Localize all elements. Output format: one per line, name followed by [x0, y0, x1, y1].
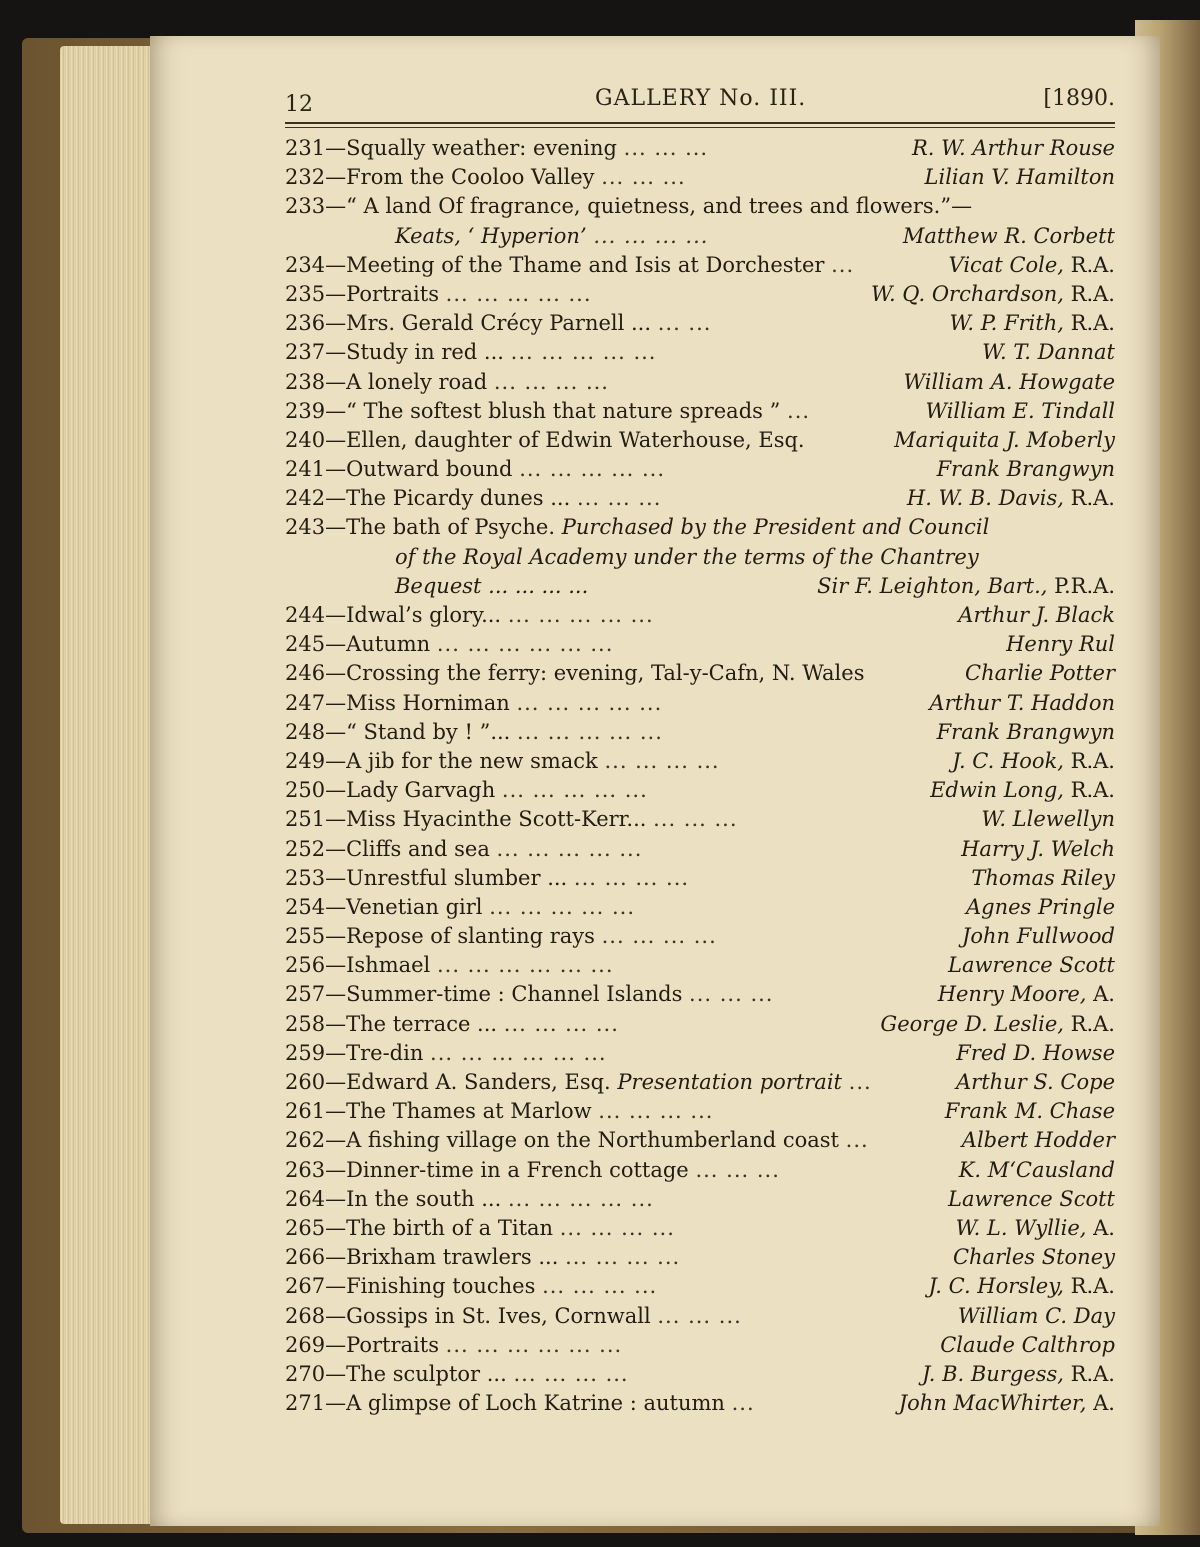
entry-text: 255—Repose of slanting rays ... ... ... ... — [285, 924, 717, 949]
entry-number: 231 — [285, 136, 326, 160]
entry-title: Venetian girl — [346, 894, 483, 919]
catalogue-entry — [285, 513, 1115, 601]
entry-text: 234—Meeting of the Thame and Isis at Dorchester ... — [285, 252, 855, 277]
entry-title: Outward bound — [346, 457, 513, 482]
entry-artist: George D. Leslie, R.A. — [880, 1011, 1115, 1036]
entry-artist: Claude Calthrop — [940, 1332, 1115, 1357]
entry-number: 247 — [285, 690, 326, 715]
entry-text: 253—Unrestful slumber ... ... ... ... ... — [285, 865, 690, 890]
entry-text: 246—Crossing the ferry: evening, Tal-y-Cafn, N. Wales — [285, 661, 865, 686]
leader-dots: ... ... — [657, 311, 712, 336]
entry-text: 251—Miss Hyacinthe Scott-Kerr... ... ... ... — [285, 807, 738, 832]
leader-dots: ... ... ... ... — [513, 1361, 629, 1386]
entry-number: 244 — [285, 603, 326, 627]
leader-dots: ... ... ... — [653, 807, 738, 832]
header-rule — [285, 122, 1115, 124]
leader-dots: ... ... ... ... ... — [496, 836, 643, 861]
entry-number: 237 — [285, 340, 326, 365]
entry-artist: Arthur S. Cope — [956, 1070, 1115, 1094]
catalogue-entry — [285, 1272, 1115, 1301]
entry-text: 244—Idwal’s glory... ... ... ... ... ... — [285, 603, 654, 627]
entry-artist: Arthur J. Black — [958, 603, 1115, 627]
catalogue-entry — [285, 455, 1115, 484]
catalogue-entry — [285, 309, 1115, 338]
continuation-text: Bequest ... ... ... ... — [395, 573, 589, 598]
catalogue-entry — [285, 893, 1115, 922]
entry-title: Miss Hyacinthe Scott-Kerr... — [346, 807, 647, 832]
catalogue-entry — [285, 1097, 1115, 1126]
entry-number: 246 — [285, 661, 326, 686]
entry-artist: Albert Hodder — [961, 1128, 1115, 1153]
entry-artist: J. B. Burgess, R.A. — [921, 1361, 1115, 1386]
entry-artist: Vicat Cole, R.A. — [948, 252, 1115, 277]
catalogue-entry — [285, 1389, 1115, 1418]
entry-text: 242—The Picardy dunes ... ... ... ... — [285, 486, 662, 511]
entry-artist: J. C. Horsley, R.A. — [928, 1274, 1115, 1299]
catalogue-entry — [285, 1214, 1115, 1243]
entry-title: A fishing village on the Northumberland coast — [346, 1128, 839, 1153]
entry-text: 235—Portraits ... ... ... ... ... — [285, 281, 592, 306]
entry-title: Dinner-time in a French cottage — [346, 1157, 689, 1182]
entry-text: 231—Squally weather: evening ... ... ... — [285, 136, 709, 160]
entry-title: A lonely road — [346, 369, 488, 394]
entry-artist: Arthur T. Haddon — [929, 690, 1115, 715]
entry-title: Unrestful slumber ... — [346, 865, 568, 890]
leader-dots: ... ... ... — [623, 136, 709, 160]
entry-artist: W. P. Frith, R.A. — [949, 311, 1115, 336]
leader-dots: ... ... ... ... ... — [507, 603, 654, 627]
entry-number: 249 — [285, 748, 326, 773]
entry-title-note: Presentation portrait — [610, 1070, 842, 1094]
entry-number: 263 — [285, 1157, 326, 1182]
entry-title: The terrace ... — [346, 1011, 498, 1036]
catalogue-entry — [285, 251, 1115, 280]
entry-title: Portraits — [346, 281, 439, 306]
entry-artist: Lawrence Scott — [948, 1186, 1115, 1211]
entry-title: “ A land Of fragrance, quietness, and trees and flowers.”— — [346, 194, 973, 219]
entry-number: 271 — [285, 1391, 326, 1416]
entry-title: Portraits — [346, 1332, 439, 1357]
artist-honour: R.A. — [1063, 311, 1115, 336]
entry-title: The bath of Psyche. — [346, 515, 556, 540]
catalogue-entry — [285, 776, 1115, 805]
entry-artist: Thomas Riley — [971, 865, 1115, 890]
entry-text: 264—In the south ... ... ... ... ... ... — [285, 1186, 654, 1211]
entry-title: Meeting of the Thame and Isis at Dorchester — [346, 252, 825, 277]
entry-number: 248 — [285, 719, 326, 744]
entry-artist: Charlie Potter — [965, 661, 1115, 686]
leader-dots: ... ... ... — [689, 982, 774, 1007]
catalogue-entry — [285, 1185, 1115, 1214]
entry-text: 270—The sculptor ... ... ... ... ... — [285, 1361, 629, 1386]
entry-artist: Edwin Long, R.A. — [930, 778, 1115, 803]
entry-artist: Henry Moore, A. — [937, 982, 1115, 1007]
leader-dots: ... ... ... ... ... ... — [445, 1332, 623, 1357]
entry-number: 233 — [285, 194, 326, 219]
catalogue-entry — [285, 368, 1115, 397]
entry-number: 232 — [285, 165, 326, 190]
entry-number: 250 — [285, 778, 326, 803]
leader-dots: ... — [845, 1128, 869, 1153]
entry-number: 234 — [285, 252, 326, 277]
entry-artist: John Fullwood — [961, 924, 1115, 949]
entry-title: The Thames at Marlow — [346, 1099, 592, 1124]
entry-title-note: Purchased by the President and Council — [555, 515, 990, 540]
leader-dots: ... ... ... — [576, 486, 662, 511]
leader-dots: ... ... ... ... ... — [445, 281, 592, 306]
entry-artist: Agnes Pringle — [965, 894, 1115, 919]
entry-number: 245 — [285, 632, 326, 657]
entry-number: 259 — [285, 1040, 326, 1065]
leader-dots: ... ... ... ... — [601, 924, 717, 949]
leader-dots: ... ... ... ... ... — [510, 340, 657, 365]
entry-artist: R. W. Arthur Rouse — [911, 136, 1115, 160]
entry-text: 236—Mrs. Gerald Crécy Parnell ... ... ... — [285, 311, 712, 336]
catalogue-entry — [285, 1331, 1115, 1360]
entry-title: “ Stand by ! ”... — [346, 719, 511, 744]
catalogue-entry — [285, 1010, 1115, 1039]
leader-dots: ... ... ... ... ... — [501, 778, 648, 803]
catalogue-entry — [285, 689, 1115, 718]
artist-honour: R.A. — [1063, 486, 1115, 511]
catalogue-entry — [285, 718, 1115, 747]
entry-text: 265—The birth of a Titan ... ... ... ... — [285, 1215, 675, 1240]
entry-artist: Henry Rul — [1006, 632, 1115, 657]
entry-text: 248—“ Stand by ! ”... ... ... ... ... ... — [285, 719, 663, 744]
catalogue-entry — [285, 192, 1115, 250]
entry-number: 255 — [285, 924, 326, 949]
entry-text: 241—Outward bound ... ... ... ... ... — [285, 457, 666, 482]
entry-text: 257—Summer-time : Channel Islands ... ... ... — [285, 982, 774, 1007]
catalogue-entry — [285, 805, 1115, 834]
entry-title: Crossing the ferry: evening, Tal-y-Cafn, N. Wales — [346, 661, 865, 686]
entry-artist: William C. Day — [957, 1303, 1115, 1328]
entry-number: 256 — [285, 953, 326, 978]
catalogue-entry — [285, 1360, 1115, 1389]
entry-number: 261 — [285, 1099, 326, 1124]
entry-title: Ellen, daughter of Edwin Waterhouse, Esq. — [346, 427, 805, 452]
leader-dots: ... ... ... ... — [565, 1245, 681, 1270]
leader-dots: ... ... ... — [695, 1157, 780, 1182]
catalogue-entry — [285, 484, 1115, 513]
entry-title: Squally weather: evening — [346, 136, 617, 160]
entry-artist: William A. Howgate — [903, 369, 1115, 394]
entry-artist: W. Q. Orchardson, R.A. — [871, 281, 1115, 306]
entry-artist: Frank M. Chase — [944, 1099, 1115, 1124]
leader-dots: ... ... ... ... ... — [517, 719, 663, 744]
entry-artist: W. L. Wyllie, A. — [955, 1215, 1115, 1240]
entry-text: 249—A jib for the new smack ... ... ... ... — [285, 748, 720, 773]
entry-continuation — [395, 543, 979, 572]
leader-dots: ... ... ... ... — [598, 1099, 714, 1124]
entry-artist: Charles Stoney — [952, 1245, 1115, 1270]
entry-title: In the south ... — [346, 1186, 502, 1211]
entry-title: Edward A. Sanders, Esq. — [346, 1070, 611, 1094]
entry-title: Lady Garvagh — [346, 778, 496, 803]
entry-number: 239 — [285, 398, 326, 423]
entry-artist: Mariquita J. Moberly — [894, 427, 1115, 452]
page-header — [285, 84, 1115, 124]
entry-artist: W. Llewellyn — [981, 807, 1115, 832]
entry-text: 267—Finishing touches ... ... ... ... — [285, 1274, 658, 1299]
artist-honour: R.A. — [1063, 281, 1115, 306]
entry-title: Study in red ... — [346, 340, 504, 365]
entry-number: 252 — [285, 836, 326, 861]
entry-text: 245—Autumn ... ... ... ... ... ... — [285, 632, 614, 657]
catalogue-entry — [285, 163, 1115, 192]
gallery-title: GALLERY No. III. — [595, 86, 807, 111]
leader-dots: ... ... ... ... — [503, 1011, 619, 1036]
entry-artist: Harry J. Welch — [961, 836, 1115, 861]
artist-honour: R.A. — [1063, 748, 1115, 773]
entry-title: Brixham trawlers ... — [346, 1245, 559, 1270]
entry-number: 257 — [285, 982, 326, 1007]
entry-text: 239—“ The softest blush that nature spreads ” ... — [285, 398, 811, 423]
entry-text: 268—Gossips in St. Ives, Cornwall ... ... ... — [285, 1303, 742, 1328]
page-number: 12 — [285, 92, 313, 117]
artist-honour: A. — [1086, 982, 1115, 1007]
entry-title: Finishing touches — [346, 1274, 536, 1299]
entry-text: 254—Venetian girl ... ... ... ... ... — [285, 894, 636, 919]
artist-honour: R.A. — [1063, 778, 1115, 803]
leader-dots: ... ... ... ... ... ... — [436, 632, 614, 657]
leader-dots: ... ... ... ... — [593, 223, 709, 248]
leader-dots: ... ... ... ... ... — [489, 894, 636, 919]
leader-dots: ... ... ... — [657, 1303, 742, 1328]
entry-artist: J. C. Hook, R.A. — [952, 748, 1115, 773]
leader-dots: ... ... ... ... — [559, 1215, 675, 1240]
catalogue-entry — [285, 630, 1115, 659]
catalogue-entry — [285, 835, 1115, 864]
entry-number: 243 — [285, 515, 326, 540]
catalogue-entry — [285, 601, 1115, 630]
leader-dots: ... — [731, 1391, 755, 1416]
leader-dots: ... ... ... ... — [604, 748, 720, 773]
leader-dots: ... ... ... ... ... ... — [430, 1040, 607, 1065]
catalogue-entry — [285, 864, 1115, 893]
artist-honour: A. — [1086, 1391, 1115, 1416]
catalogue-entry — [285, 1126, 1115, 1155]
entry-title: Repose of slanting rays — [346, 924, 595, 949]
leader-dots: ... ... ... ... — [493, 369, 609, 394]
catalogue-entry — [285, 922, 1115, 951]
entry-text: 266—Brixham trawlers ... ... ... ... ... — [285, 1245, 681, 1270]
entry-text: 232—From the Cooloo Valley ... ... ... — [285, 165, 686, 190]
leader-dots: ... ... ... ... ... — [516, 690, 663, 715]
entry-number: 267 — [285, 1274, 326, 1299]
entry-number: 265 — [285, 1215, 326, 1240]
artist-honour: A. — [1086, 1215, 1115, 1240]
entry-text: 259—Tre-din ... ... ... ... ... ... — [285, 1040, 607, 1065]
catalogue-entries — [285, 134, 1115, 1418]
entry-artist: K. M‘Causland — [958, 1157, 1115, 1182]
entry-title: A jib for the new smack — [346, 748, 598, 773]
catalogue-entry — [285, 280, 1115, 309]
entry-artist: Lawrence Scott — [948, 953, 1115, 978]
entry-artist: W. T. Dannat — [982, 340, 1115, 365]
entry-title: Cliffs and sea — [346, 836, 490, 861]
entry-number: 254 — [285, 894, 326, 919]
entry-title: Miss Horniman — [346, 690, 510, 715]
catalogue-entry — [285, 980, 1115, 1009]
entry-text: 247—Miss Horniman ... ... ... ... ... — [285, 690, 663, 715]
entry-artist: Frank Brangwyn — [936, 719, 1115, 744]
entry-number: 266 — [285, 1245, 326, 1270]
entry-text: 271—A glimpse of Loch Katrine : autumn ... — [285, 1391, 755, 1416]
catalogue-entry — [285, 397, 1115, 426]
artist-honour: R.A. — [1063, 1361, 1115, 1386]
entry-title: A glimpse of Loch Katrine : autumn — [346, 1391, 725, 1416]
entry-title: Autumn — [346, 632, 431, 657]
entry-artist: Frank Brangwyn — [936, 457, 1115, 482]
entry-artist: Fred D. Howse — [956, 1040, 1115, 1065]
entry-title: The Picardy dunes ... — [346, 486, 571, 511]
entry-artist: Matthew R. Corbett — [902, 223, 1115, 248]
entry-text: 263—Dinner-time in a French cottage ... ... ... — [285, 1157, 780, 1182]
entry-number: 241 — [285, 457, 326, 482]
catalogue-entry — [285, 338, 1115, 367]
artist-honour: R.A. — [1063, 1274, 1115, 1299]
entry-title: The birth of a Titan — [346, 1215, 554, 1240]
entry-artist: H. W. B. Davis, R.A. — [906, 486, 1115, 511]
entry-title: From the Cooloo Valley — [346, 165, 595, 190]
entry-text: 243—The bath of Psyche. Purchased by the President and Council — [285, 515, 990, 540]
entry-artist: Sir F. Leighton, Bart., P.R.A. — [817, 573, 1115, 598]
entry-text: 260—Edward A. Sanders, Esq. Presentation portrait ... — [285, 1070, 872, 1094]
entry-title: Idwal’s glory... — [346, 603, 502, 627]
artist-honour: R.A. — [1063, 1011, 1115, 1036]
leader-dots: ... — [787, 398, 811, 423]
continuation-text: of the Royal Academy under the terms of the Chantrey — [395, 544, 979, 569]
catalogue-year: [1890. — [1043, 86, 1115, 111]
leader-dots: ... — [831, 252, 855, 277]
entry-number: 238 — [285, 369, 326, 394]
catalogue-entry — [285, 134, 1115, 163]
entry-text: 240—Ellen, daughter of Edwin Waterhouse, Esq. — [285, 427, 805, 452]
leader-dots: ... — [848, 1070, 872, 1094]
entry-number: 253 — [285, 865, 326, 890]
entry-number: 251 — [285, 807, 326, 832]
entry-artist: John MacWhirter, A. — [898, 1391, 1115, 1416]
entry-text: 269—Portraits ... ... ... ... ... ... — [285, 1332, 623, 1357]
entry-text: 258—The terrace ... ... ... ... ... — [285, 1011, 619, 1036]
catalogue-entry — [285, 1068, 1115, 1097]
leader-dots: ... ... ... — [601, 165, 686, 190]
entry-text: 262—A fishing village on the Northumberland coast ... — [285, 1128, 869, 1153]
entry-title: Mrs. Gerald Crécy Parnell ... — [346, 311, 652, 336]
entry-title: Ishmael — [346, 953, 431, 978]
leader-dots: ... ... ... ... ... ... — [436, 953, 614, 978]
entry-artist: William E. Tindall — [925, 398, 1115, 423]
artist-honour: P.R.A. — [1047, 573, 1115, 598]
leader-dots: ... ... ... ... ... — [519, 457, 666, 482]
header-rule-thin — [285, 127, 1115, 128]
entry-continuation — [395, 572, 588, 601]
entry-text: 233—“ A land Of fragrance, quietness, and trees and flowers.”— — [285, 194, 973, 219]
entry-number: 262 — [285, 1128, 326, 1153]
entry-text: 238—A lonely road ... ... ... ... — [285, 369, 609, 394]
leader-dots: ... ... ... ... ... — [507, 1186, 654, 1211]
catalogue-entry — [285, 1039, 1115, 1068]
entry-text: 256—Ishmael ... ... ... ... ... ... — [285, 953, 614, 978]
entry-text: 250—Lady Garvagh ... ... ... ... ... — [285, 778, 648, 803]
leader-dots: ... ... ... ... — [542, 1274, 658, 1299]
catalogue-entry — [285, 1302, 1115, 1331]
entry-title: Gossips in St. Ives, Cornwall — [346, 1303, 651, 1328]
catalogue-entry — [285, 747, 1115, 776]
entry-text: 252—Cliffs and sea ... ... ... ... ... — [285, 836, 643, 861]
entry-number: 264 — [285, 1186, 326, 1211]
entry-artist: Lilian V. Hamilton — [924, 165, 1115, 190]
catalogue-entry — [285, 1243, 1115, 1272]
entry-continuation — [395, 222, 708, 251]
entry-number: 268 — [285, 1303, 326, 1328]
leader-dots: ... ... ... ... — [573, 865, 690, 890]
entry-number: 270 — [285, 1361, 326, 1386]
artist-honour: R.A. — [1063, 252, 1115, 277]
entry-title: Tre-din — [346, 1040, 424, 1065]
entry-number: 269 — [285, 1332, 326, 1357]
entry-text: 261—The Thames at Marlow ... ... ... ... — [285, 1099, 714, 1124]
entry-title: The sculptor ... — [346, 1361, 507, 1386]
entry-title: Summer-time : Channel Islands — [346, 982, 683, 1007]
catalogue-entry — [285, 426, 1115, 455]
entry-number: 260 — [285, 1070, 326, 1094]
continuation-text: Keats, ‘ Hyperion’ — [395, 223, 587, 248]
catalogue-entry — [285, 951, 1115, 980]
catalogue-entry — [285, 1156, 1115, 1185]
entry-number: 258 — [285, 1011, 326, 1036]
entry-number: 236 — [285, 311, 326, 336]
entry-number: 240 — [285, 427, 326, 452]
entry-title: “ The softest blush that nature spreads ” — [346, 398, 781, 423]
entry-number: 242 — [285, 486, 326, 511]
catalogue-entry — [285, 659, 1115, 688]
entry-number: 235 — [285, 281, 326, 306]
entry-text: 237—Study in red ... ... ... ... ... ... — [285, 340, 657, 365]
